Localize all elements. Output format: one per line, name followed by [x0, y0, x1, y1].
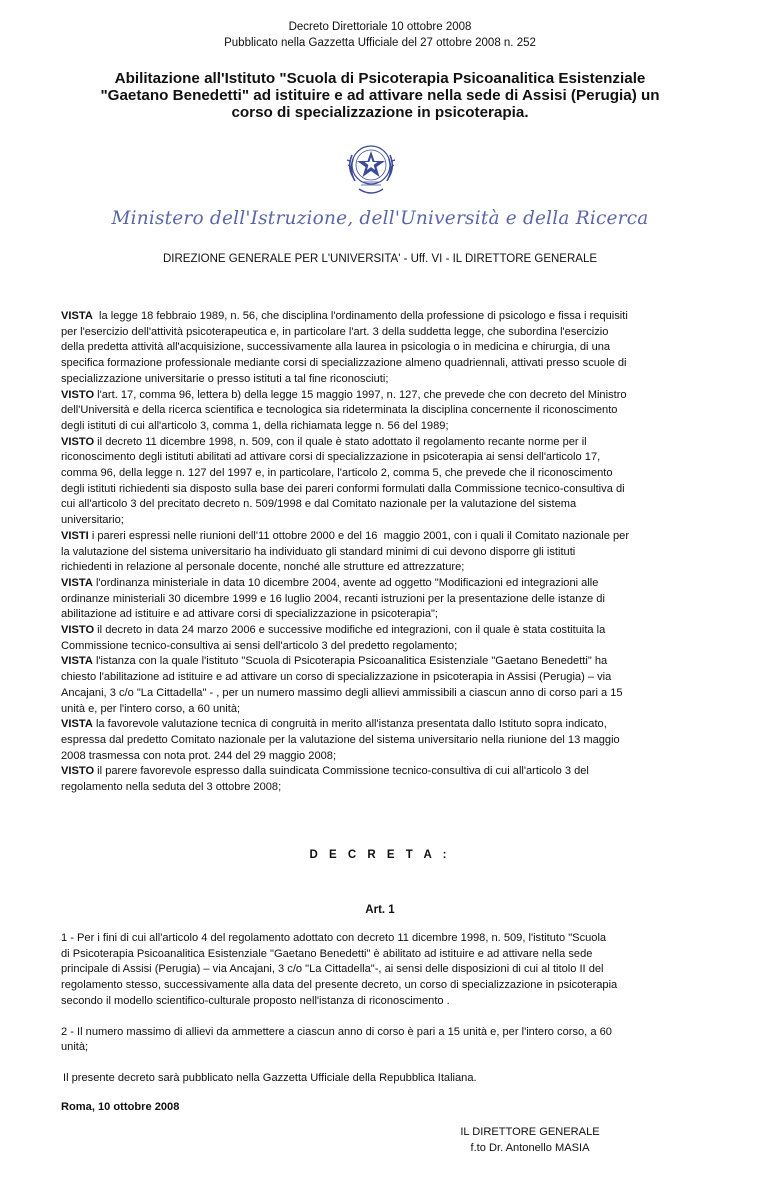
clause-line [61, 309, 701, 325]
preamble-clause [61, 764, 701, 795]
clause-text: la favorevole valutazione tecnica di congruità in merito all'istanza presentata dallo Istituto sopra indicato, [92, 718, 607, 731]
preamble-clause [61, 654, 701, 717]
clause-keyword: VISTI [61, 529, 89, 542]
signatory-name: f.to Dr. Antonello MASIA [470, 1142, 590, 1154]
preamble-clause [61, 623, 701, 654]
clause-line: dell'Università e della ricerca scientifica e tecnologica sia rideterminata la disciplina concernente il riconoscimento [61, 404, 618, 417]
signatory-role: IL DIRETTORE GENERALE [460, 1126, 600, 1138]
clause-line: universitario; [61, 514, 124, 527]
article-line: unità; [61, 1041, 89, 1054]
preamble-clause [61, 435, 701, 529]
clause-line: per l'esercizio dell'attività psicoterapeutica e, in particolare l'art. 3 della suddetta legge, che subordina l'esercizio [61, 325, 609, 338]
gazette-reference: Pubblicato nella Gazzetta Ufficiale del 27 ottobre 2008 n. 252 [224, 37, 536, 49]
clause-keyword: VISTO [61, 388, 95, 401]
article-line: di Psicoterapia Psicoanalitica Esistenziale "Gaetano Benedetti" è abilitato ad istituire e ad attivare nella sede [61, 947, 593, 960]
clause-line [61, 654, 701, 670]
clause-line [61, 717, 701, 733]
title-line: corso di specializzazione in psicoterapia. [231, 104, 529, 121]
clause-line: chiesto l'abilitazione ad istituire e ad attivare un corso di specializzazione in psicoterapia in Assisi (Perugia) – via [61, 671, 612, 684]
clause-line: cui all'articolo 3 del precitato decreto n. 509/1998 e dal Comitato nazionale per la valutazione del sistema [61, 498, 577, 511]
preamble-clause [61, 529, 701, 576]
place-date: Roma, 10 ottobre 2008 [61, 1101, 180, 1113]
clause-line: riconoscimento degli istituti abilitati ad attivare corsi di specializzazione in psicoterapia ai sensi dell'articolo 17, [61, 451, 601, 464]
clause-line [61, 388, 701, 404]
clause-text: l'art. 17, comma 96, lettera b) della legge 15 maggio 1997, n. 127, che prevede che con decreto del Ministro [94, 388, 627, 401]
clause-line [61, 576, 701, 592]
clause-line: abilitazione ad istituire e ad attivare corsi di specializzazione in psicoterapia"; [61, 608, 439, 621]
preamble-clauses [61, 309, 701, 796]
clause-line: specifica formazione professionale mediante corsi di specializzazione almeno quadriennali, attivati presso scuole di [61, 357, 627, 370]
clause-line: della predetta attività all'acquisizione, successivamente alla laurea in psicologia o in medicina e chirurgia, di una [61, 341, 611, 354]
article-paragraph-1 [61, 931, 701, 1010]
article-line: principale di Assisi (Perugia) – via Ancajani, 3 c/o "La Cittadella"-, ai sensi delle disposizioni di cui al titolo II del [61, 963, 604, 976]
clause-text: l'ordinanza ministeriale in data 10 dicembre 2004, avente ad oggetto "Modificazioni ed integrazioni alle [92, 576, 599, 589]
clause-text: il decreto in data 24 marzo 2006 e successive modifiche ed integrazioni, con il quale è stata costituita la [94, 624, 606, 637]
decree-reference: Decreto Direttoriale 10 ottobre 2008 [288, 21, 472, 33]
clause-keyword: VISTA [61, 310, 93, 322]
signature-block [430, 1124, 630, 1156]
clause-line: ordinanze ministeriali 30 dicembre 1999 e 16 luglio 2004, recanti istruzioni per la presentazione delle istanze di [61, 592, 605, 605]
clause-keyword: VISTA [61, 718, 93, 731]
ministry-name: Ministero dell'Istruzione, dell'Università e della Ricerca [111, 208, 649, 229]
italian-republic-emblem-icon [343, 137, 399, 199]
clause-keyword: VISTO [61, 765, 95, 778]
title-line: "Gaetano Benedetti" ad istituire e ad attivare nella sede di Assisi (Perugia) un [100, 87, 660, 104]
decree-title [40, 70, 720, 121]
clause-text: l'istanza con la quale l'istituto "Scuola di Psicoterapia Psicoanalitica Esistenziale "Gaetano Benedetti" ha [92, 655, 608, 668]
clause-line: la valutazione del sistema universitario ha individuato gli standard minimi di cui devono disporre gli istituti [61, 545, 576, 558]
article-paragraph-2 [61, 1025, 701, 1056]
clause-line [61, 435, 701, 451]
clause-line [61, 623, 701, 639]
clause-keyword: VISTO [61, 624, 95, 637]
clause-line [61, 764, 701, 780]
clause-keyword: VISTO [61, 435, 95, 448]
article-body [61, 931, 701, 1071]
article-heading: Art. 1 [365, 904, 395, 916]
clause-line: Ancajani, 3 c/o "La Cittadella" - , per un numero massimo degli allievi ammissibili a ciascun anno di corso pari a 15 [61, 686, 623, 699]
clause-keyword: VISTA [61, 655, 93, 668]
clause-line: Commissione tecnico-consultiva ai sensi dell'articolo 3 del predetto regolamento; [61, 639, 458, 652]
preamble-clause [61, 388, 701, 435]
clause-line: specializzazione universitarie o presso istituti a tal fine riconosciuti; [61, 372, 389, 385]
preamble-clause [61, 717, 701, 764]
article-line: regolamento stesso, successivamente alla data del presente decreto, un corso di specializzazione in psicoterapia [61, 979, 618, 992]
clause-line: 2008 trasmessa con nota prot. 244 del 29 maggio 2008; [61, 749, 337, 762]
title-line: Abilitazione all'Istituto "Scuola di Psicoterapia Psicoanalitica Esistenziale [114, 70, 646, 87]
article-line: secondo il modello scientifico-culturale proposto nell'istanza di riconoscimento . [61, 994, 450, 1007]
article-line: 2 - Il numero massimo di allievi da ammettere a ciascun anno di corso è pari a 15 unità e, per l'intero corso, a 60 [61, 1025, 612, 1038]
clause-line: richiedenti in relazione al personale docente, nonché alle strutture ed attrezzature; [61, 561, 465, 574]
clause-line: unità e, per l'intero corso, a 60 unità; [61, 702, 241, 715]
clause-keyword: VISTA [61, 576, 93, 589]
clause-line: comma 96, della legge n. 127 del 1997 e, in particolare, l'articolo 2, comma 5, che prevede che il riconoscimento [61, 467, 613, 480]
clause-line: degli istituti di cui all'articolo 3, comma 1, della richiamata legge n. 56 del 1989; [61, 419, 449, 432]
article-line: 1 - Per i fini di cui all'articolo 4 del regolamento adottato con decreto 11 dicembre 1998, n. 509, l'istituto "Scuola [61, 932, 607, 944]
clause-text: il decreto 11 dicembre 1998, n. 509, con il quale è stato adottato il regolamento recante norme per il [94, 435, 587, 448]
publication-notice: Il presente decreto sarà pubblicato nella Gazzetta Ufficiale della Repubblica Italiana. [63, 1072, 477, 1084]
clause-text: i pareri espressi nelle riunioni dell'11 ottobre 2000 e del 16 maggio 2001, con i quali il Comitato nazionale per [88, 529, 630, 542]
clause-text: il parere favorevole espresso dalla suindicata Commissione tecnico-consultiva di cui all'articolo 3 del [94, 765, 589, 778]
directorate-heading: DIREZIONE GENERALE PER L'UNIVERSITA' - Uff. VI - IL DIRETTORE GENERALE [162, 253, 598, 265]
decreta-heading: D E C R E T A : [309, 849, 451, 861]
clause-line: degli istituti richiedenti sia disposto sulla base dei pareri conformi formulati dalla Commissione tecnico-consultiva di [61, 482, 625, 495]
clause-line: espressa dal predetto Comitato nazionale per la valutazione del sistema universitario nella riunione del 13 maggio [61, 733, 620, 746]
clause-line: regolamento nella seduta del 3 ottobre 2008; [61, 781, 282, 794]
clause-text: la legge 18 febbraio 1989, n. 56, che disciplina l'ordinamento della professione di psicologo e fissa i requisiti [92, 310, 628, 322]
preamble-clause [61, 576, 701, 623]
preamble-clause [61, 309, 701, 388]
clause-line [61, 529, 701, 545]
